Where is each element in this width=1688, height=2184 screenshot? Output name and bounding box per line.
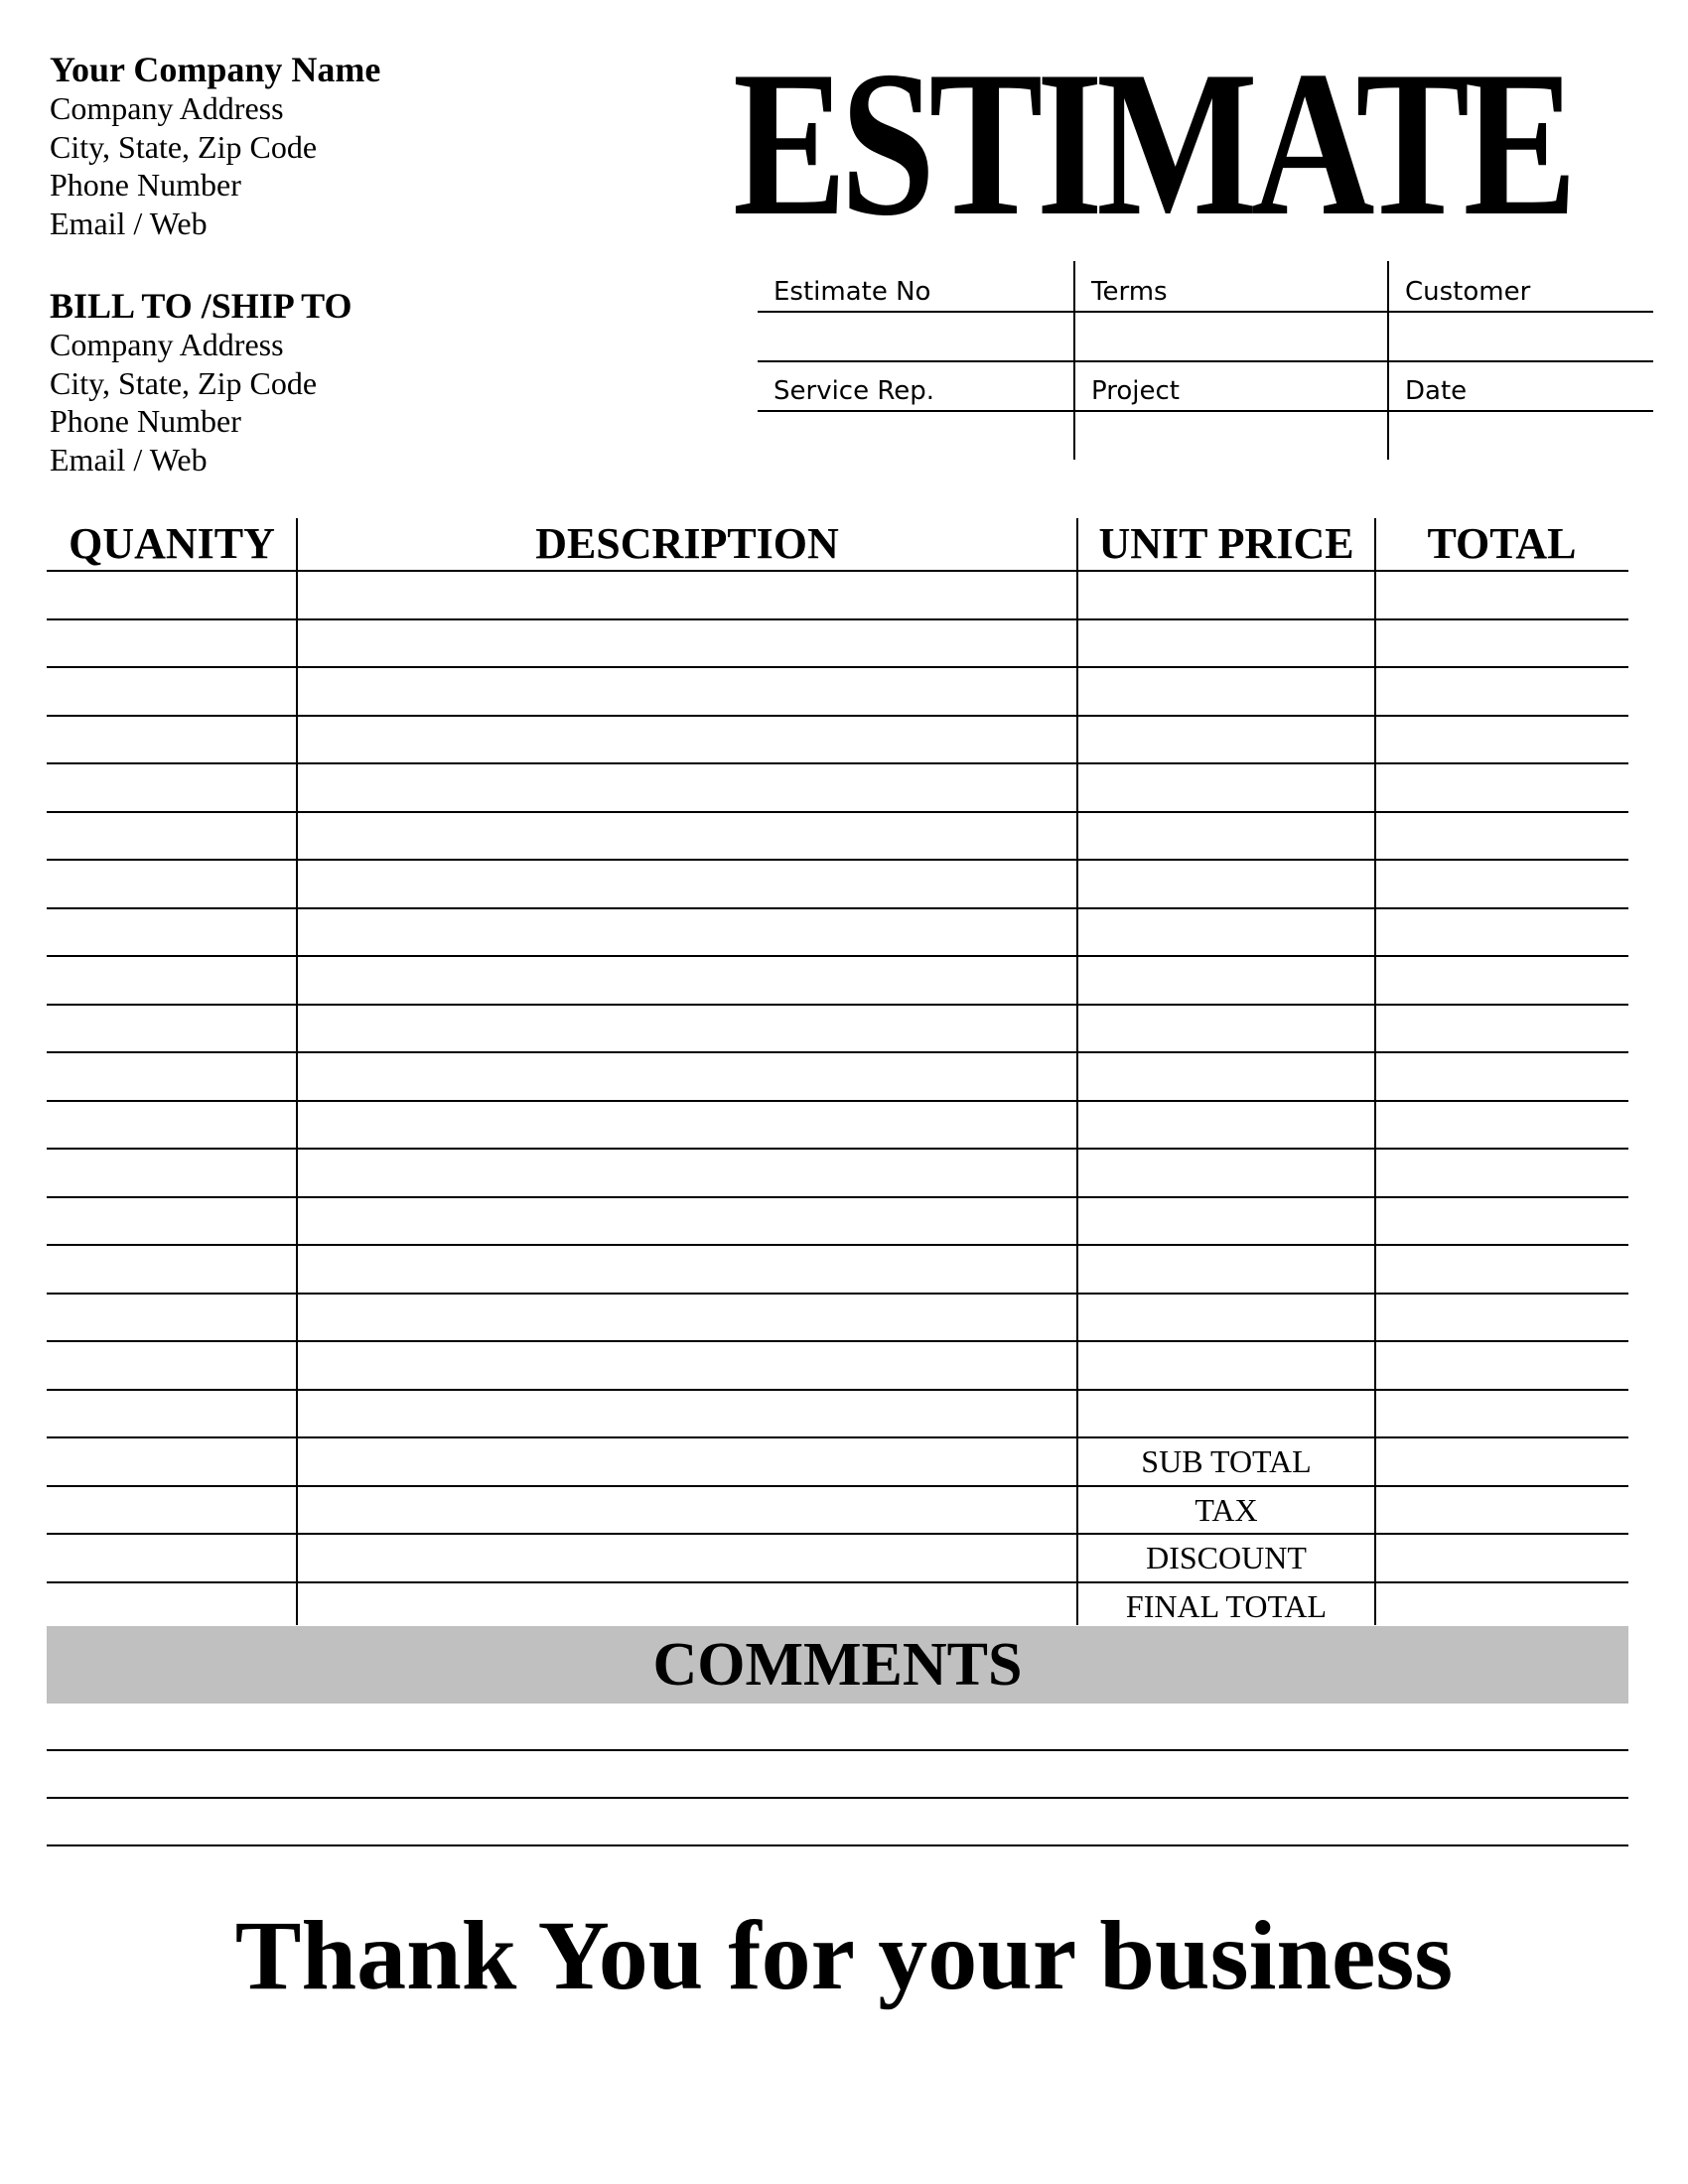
table-row[interactable] bbox=[47, 1295, 1628, 1343]
column-divider bbox=[1076, 518, 1078, 1625]
company-info bbox=[50, 50, 685, 242]
table-header-row bbox=[47, 518, 1628, 572]
total-header: TOTAL bbox=[1427, 519, 1577, 568]
table-row[interactable] bbox=[47, 1391, 1628, 1439]
date-label: Date bbox=[1405, 376, 1468, 406]
company-email-web: Email / Web bbox=[50, 205, 208, 241]
bill-to-phone: Phone Number bbox=[50, 403, 241, 439]
summary-label: SUB TOTAL bbox=[1141, 1443, 1312, 1479]
table-row[interactable] bbox=[47, 620, 1628, 669]
table-row[interactable] bbox=[47, 909, 1628, 958]
table-row[interactable] bbox=[47, 1150, 1628, 1198]
customer-label: Customer bbox=[1405, 277, 1531, 307]
table-row[interactable] bbox=[47, 957, 1628, 1006]
description-header: DESCRIPTION bbox=[535, 519, 839, 568]
summary-label: DISCOUNT bbox=[1146, 1540, 1307, 1575]
bill-to-email-web: Email / Web bbox=[50, 441, 208, 478]
table-row[interactable] bbox=[47, 1006, 1628, 1054]
document-title: ESTIMATE bbox=[733, 29, 1571, 259]
column-divider bbox=[296, 518, 298, 1625]
project-label: Project bbox=[1091, 376, 1180, 406]
unit-price-header: UNIT PRICE bbox=[1098, 519, 1354, 568]
info-rule bbox=[758, 360, 1653, 362]
company-city-state-zip: City, State, Zip Code bbox=[50, 128, 318, 165]
table-row[interactable] bbox=[47, 1438, 1628, 1487]
table-row[interactable] bbox=[47, 1583, 1628, 1632]
table-row[interactable] bbox=[47, 1053, 1628, 1102]
summary-label: FINAL TOTAL bbox=[1125, 1587, 1328, 1624]
summary-label: TAX bbox=[1195, 1491, 1258, 1528]
line-items-table bbox=[47, 518, 1628, 1631]
terms-field[interactable] bbox=[1075, 313, 1385, 358]
comment-line[interactable] bbox=[47, 1844, 1628, 1846]
table-row[interactable] bbox=[47, 861, 1628, 909]
estimate-info-grid bbox=[758, 261, 1653, 460]
table-row[interactable] bbox=[47, 717, 1628, 765]
service-rep-label: Service Rep. bbox=[774, 376, 935, 406]
table-row[interactable] bbox=[47, 1246, 1628, 1295]
quantity-header: QUANITY bbox=[69, 519, 275, 568]
column-divider bbox=[1374, 518, 1376, 1625]
company-phone: Phone Number bbox=[50, 167, 241, 203]
estimate-no-field[interactable] bbox=[760, 313, 1071, 358]
customer-field[interactable] bbox=[1389, 313, 1653, 358]
table-row[interactable] bbox=[47, 1198, 1628, 1247]
bill-to-info bbox=[50, 286, 685, 478]
project-field[interactable] bbox=[1075, 412, 1385, 458]
table-row[interactable] bbox=[47, 1487, 1628, 1536]
table-row[interactable] bbox=[47, 668, 1628, 717]
table-row[interactable] bbox=[47, 572, 1628, 620]
table-body bbox=[47, 572, 1628, 1631]
bill-to-city-state-zip: City, State, Zip Code bbox=[50, 364, 318, 401]
table-row[interactable] bbox=[47, 1342, 1628, 1391]
table-row[interactable] bbox=[47, 1535, 1628, 1583]
date-field[interactable] bbox=[1389, 412, 1653, 458]
service-rep-field[interactable] bbox=[760, 412, 1071, 458]
table-row[interactable] bbox=[47, 764, 1628, 813]
bill-to-address: Company Address bbox=[50, 327, 284, 362]
comment-line[interactable] bbox=[47, 1797, 1628, 1799]
estimate-no-label: Estimate No bbox=[774, 277, 931, 307]
thank-you-message: Thank You for your business bbox=[234, 1900, 1454, 2010]
company-name: Your Company Name bbox=[50, 50, 381, 89]
table-row[interactable] bbox=[47, 1102, 1628, 1151]
table-row[interactable] bbox=[47, 813, 1628, 862]
terms-label: Terms bbox=[1091, 277, 1168, 307]
comment-line[interactable] bbox=[47, 1749, 1628, 1751]
bill-to-title: BILL TO /SHIP TO bbox=[50, 286, 352, 326]
comments-header: COMMENTS bbox=[47, 1626, 1628, 1704]
company-address: Company Address bbox=[50, 90, 284, 126]
